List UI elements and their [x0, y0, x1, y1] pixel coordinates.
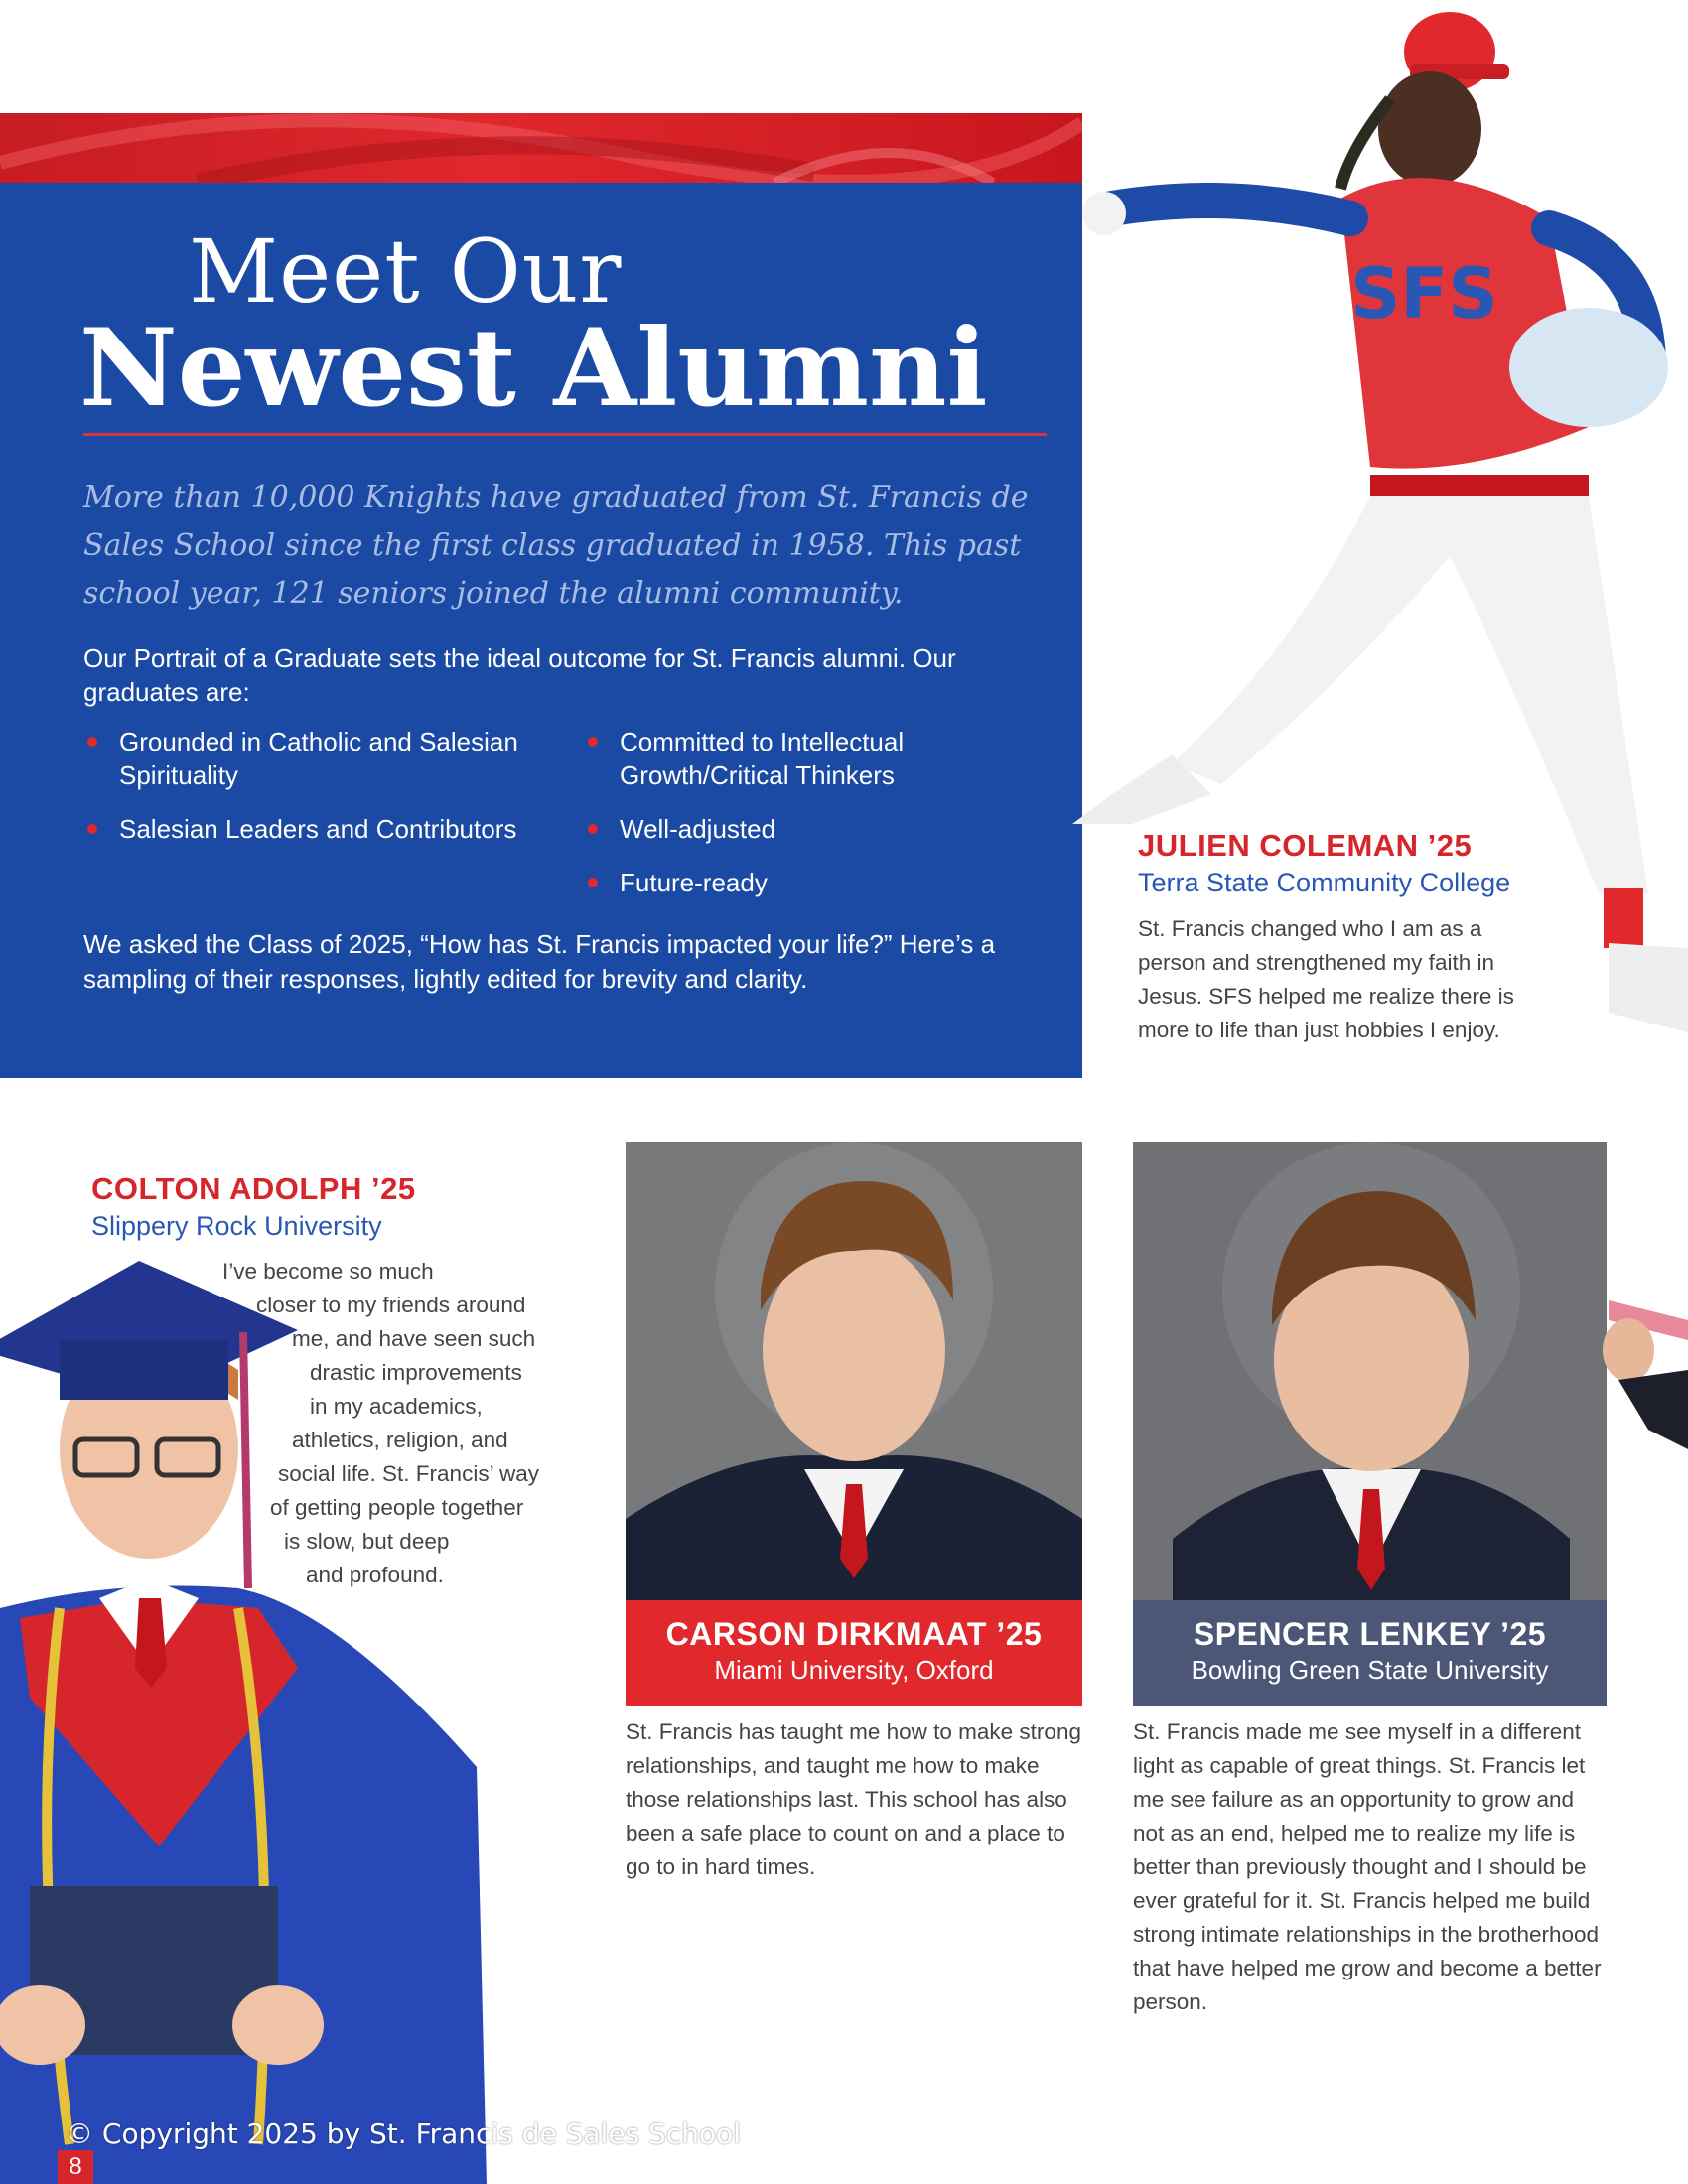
intro-paragraph: More than 10,000 Knights have graduated from St. Francis de Sales School since the first class graduated in 1958. This past school year, 121 seniors joined the alumni community. — [83, 480, 1029, 611]
alumnus-school: Slippery Rock University — [91, 1211, 382, 1241]
alumnus-school: Miami University, Oxford — [714, 1655, 994, 1685]
graduate-photo — [0, 1251, 516, 2184]
page-number: 8 — [58, 2150, 93, 2184]
bullet-icon — [87, 737, 97, 747]
alumnus-name: JULIEN COLEMAN ’25 — [1138, 828, 1473, 863]
list-item: Salesian Leaders and Contributors — [83, 812, 540, 846]
carson-portrait-photo — [626, 1142, 1082, 1600]
list-item: Grounded in Catholic and Salesian Spirituality — [83, 725, 540, 792]
page-title-line2: Newest Alumni — [79, 306, 988, 431]
alumnus-quote-carson: St. Francis has taught me how to make strong relationships, and taught me how to make those relationships last. This school has also been a safe place to count on and a place to go to in hard times. — [626, 1719, 1081, 1879]
question-paragraph: We asked the Class of 2025, “How has St. Francis impacted your life?” Here’s a sampling of their responses, lightly edited for brevity and clarity. — [83, 929, 996, 994]
carson-caption — [626, 1600, 1082, 1706]
bullet-icon — [588, 878, 598, 887]
alumnus-name: SPENCER LENKEY ’25 — [1193, 1616, 1547, 1652]
alumnus-quote-colton: I’ve become so much closer to my friends around me, and have seen such drastic improvements in my academics, athletics, religion, and social life. St. Francis’ way of getting people together is slow, but deep and profound. — [222, 1259, 539, 1587]
alumnus-julien — [1138, 828, 1674, 1047]
bullet-icon — [588, 737, 598, 747]
copyright-text: © Copyright 2025 by St. Francis de Sales School — [66, 2117, 741, 2150]
graduate-traits-list-2 — [584, 725, 1060, 919]
alumnus-name: COLTON ADOLPH ’25 — [91, 1171, 416, 1206]
list-item: Well-adjusted — [584, 812, 1060, 846]
svg-text:SFS: SFS — [1350, 253, 1498, 335]
graduate-traits-list-1 — [83, 725, 540, 866]
page-title-line1: Meet Our — [189, 220, 623, 323]
alumnus-quote-spencer: St. Francis made me see myself in a different light as capable of great things. St. Francis let me see failure as an opportunity to grow and not as an end, helped me to realize my life is better than previously thought and I should be ever grateful for it. St. Francis helped me build strong intimate relationships in the brotherhood that have helped me grow and become a better person. — [1133, 1719, 1602, 2014]
list-item: Future-ready — [584, 866, 1060, 899]
alumnus-name: CARSON DIRKMAAT ’25 — [665, 1616, 1043, 1652]
alumnus-quote: St. Francis changed who I am as a person and strengthened my faith in Jesus. SFS helped me realize there is more to life than just hobbies I enjoy. — [1138, 916, 1514, 1042]
portrait-paragraph: Our Portrait of a Graduate sets the ideal outcome for St. Francis alumni. Our graduates are: — [83, 643, 956, 707]
bullet-icon — [87, 824, 97, 834]
list-item: Committed to Intellectual Growth/Critical Thinkers — [584, 725, 1060, 792]
alumnus-school: Terra State Community College — [1138, 868, 1511, 897]
partial-photo-edge — [1589, 1271, 1688, 1489]
spencer-caption — [1133, 1600, 1607, 1706]
bullet-icon — [588, 824, 598, 834]
spencer-portrait-photo — [1133, 1142, 1607, 1600]
alumnus-school: Bowling Green State University — [1191, 1655, 1549, 1685]
header-red-band — [0, 113, 1082, 183]
alumnus-colton — [91, 1171, 588, 1242]
title-divider — [83, 433, 1047, 436]
